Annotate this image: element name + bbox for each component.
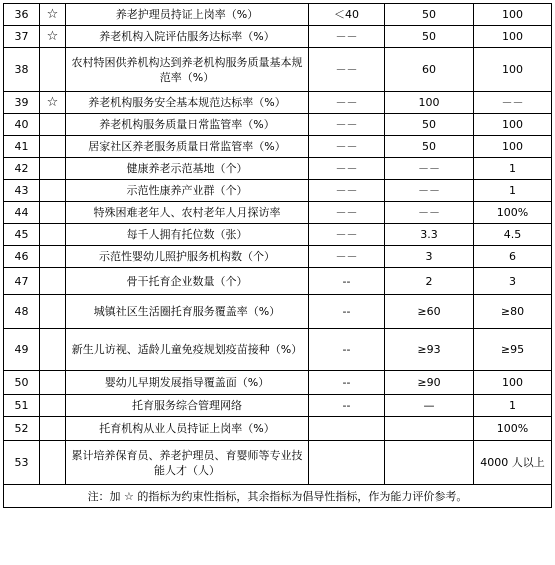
footnote: 注：加 ☆ 的指标为约束性指标，其余指标为倡导性指标，作为能力评价参考。 [4,485,552,508]
midterm-target: ≥90 [385,371,474,395]
final-target: 100 [474,48,552,92]
row-number: 36 [4,4,40,26]
final-target: 1 [474,158,552,180]
indicator-name: 养老护理员持证上岗率（%） [66,4,309,26]
final-target: 100 [474,26,552,48]
table-row [4,268,552,295]
indicator-name: 健康养老示范基地（个） [66,158,309,180]
table-row [4,295,552,329]
baseline-value: -- [309,268,385,295]
constraint-star-icon [40,136,66,158]
constraint-star-icon [40,246,66,268]
midterm-target: 50 [385,26,474,48]
constraint-star-icon [40,417,66,441]
baseline-value [309,441,385,485]
row-number: 40 [4,114,40,136]
indicator-name: 示范性康养产业群（个） [66,180,309,202]
final-target: 3 [474,268,552,295]
indicator-rows [4,4,552,485]
baseline-value: －－ [309,246,385,268]
final-target: －－ [474,92,552,114]
table-row [4,329,552,371]
indicator-name: 示范性婴幼儿照护服务机构数（个） [66,246,309,268]
baseline-value: -- [309,295,385,329]
indicator-name: 养老机构服务质量日常监管率（%） [66,114,309,136]
indicator-name: 骨干托育企业数量（个） [66,268,309,295]
row-number: 39 [4,92,40,114]
table-row [4,4,552,26]
row-number: 51 [4,395,40,417]
constraint-star-icon [40,268,66,295]
indicator-name: 养老机构入院评估服务达标率（%） [66,26,309,48]
constraint-star-icon: ☆ [40,26,66,48]
row-number: 37 [4,26,40,48]
row-number: 53 [4,441,40,485]
midterm-target: 50 [385,114,474,136]
table-row [4,48,552,92]
baseline-value: －－ [309,136,385,158]
indicator-name: 农村特困供养机构达到养老机构服务质量基本规范率（%） [66,48,309,92]
table-row [4,417,552,441]
final-target: ≥95 [474,329,552,371]
final-target: 4000 人以上 [474,441,552,485]
constraint-star-icon [40,180,66,202]
constraint-star-icon [40,202,66,224]
indicator-name: 特殊困难老年人、农村老年人月探访率 [66,202,309,224]
baseline-value: -- [309,329,385,371]
row-number: 38 [4,48,40,92]
table-row [4,136,552,158]
baseline-value: -- [309,371,385,395]
constraint-star-icon [40,329,66,371]
midterm-target: ≥93 [385,329,474,371]
midterm-target: 60 [385,48,474,92]
midterm-target: ≥60 [385,295,474,329]
final-target: ≥80 [474,295,552,329]
midterm-target: 100 [385,92,474,114]
constraint-star-icon [40,441,66,485]
constraint-star-icon [40,48,66,92]
final-target: 100 [474,136,552,158]
final-target: 100% [474,417,552,441]
table-row [4,202,552,224]
final-target: 100% [474,202,552,224]
final-target: 1 [474,395,552,417]
constraint-star-icon: ☆ [40,4,66,26]
table-row [4,114,552,136]
constraint-star-icon [40,158,66,180]
final-target: 100 [474,4,552,26]
midterm-target: 50 [385,4,474,26]
midterm-target [385,441,474,485]
indicator-name: 城镇社区生活圈托育服务覆盖率（%） [66,295,309,329]
midterm-target: — [385,395,474,417]
final-target: 1 [474,180,552,202]
indicator-name: 婴幼儿早期发展指导覆盖面（%） [66,371,309,395]
table-row [4,395,552,417]
constraint-star-icon [40,395,66,417]
note-row [4,485,552,508]
indicator-table [3,3,552,508]
table-row [4,158,552,180]
row-number: 42 [4,158,40,180]
baseline-value: －－ [309,180,385,202]
row-number: 47 [4,268,40,295]
indicator-name: 养老机构服务安全基本规范达标率（%） [66,92,309,114]
midterm-target: －－ [385,180,474,202]
table-row [4,92,552,114]
constraint-star-icon [40,114,66,136]
baseline-value [309,417,385,441]
midterm-target: －－ [385,158,474,180]
baseline-value: -- [309,395,385,417]
row-number: 44 [4,202,40,224]
baseline-value: －－ [309,224,385,246]
midterm-target: 50 [385,136,474,158]
table-row [4,371,552,395]
final-target: 100 [474,371,552,395]
table-row [4,246,552,268]
table-row [4,441,552,485]
baseline-value: －－ [309,92,385,114]
baseline-value: －－ [309,48,385,92]
row-number: 49 [4,329,40,371]
midterm-target: 3.3 [385,224,474,246]
indicator-name: 新生儿访视、适龄儿童免疫规划疫苗接种（%） [66,329,309,371]
row-number: 50 [4,371,40,395]
indicator-name: 累计培养保育员、养老护理员、育婴师等专业技能人才（人） [66,441,309,485]
final-target: 4.5 [474,224,552,246]
row-number: 52 [4,417,40,441]
indicator-name: 每千人拥有托位数（张） [66,224,309,246]
row-number: 43 [4,180,40,202]
midterm-target: 2 [385,268,474,295]
row-number: 45 [4,224,40,246]
constraint-star-icon [40,224,66,246]
baseline-value: ＜40 [309,4,385,26]
final-target: 100 [474,114,552,136]
table-row [4,180,552,202]
final-target: 6 [474,246,552,268]
row-number: 48 [4,295,40,329]
indicator-name: 托育服务综合管理网络 [66,395,309,417]
baseline-value: －－ [309,26,385,48]
constraint-star-icon [40,295,66,329]
midterm-target [385,417,474,441]
baseline-value: －－ [309,158,385,180]
baseline-value: －－ [309,202,385,224]
table-row [4,224,552,246]
row-number: 46 [4,246,40,268]
table-row [4,26,552,48]
constraint-star-icon [40,371,66,395]
midterm-target: －－ [385,202,474,224]
row-number: 41 [4,136,40,158]
indicator-name: 居家社区养老服务质量日常监管率（%） [66,136,309,158]
indicator-table-page [3,3,551,508]
baseline-value: －－ [309,114,385,136]
indicator-name: 托育机构从业人员持证上岗率（%） [66,417,309,441]
midterm-target: 3 [385,246,474,268]
constraint-star-icon: ☆ [40,92,66,114]
